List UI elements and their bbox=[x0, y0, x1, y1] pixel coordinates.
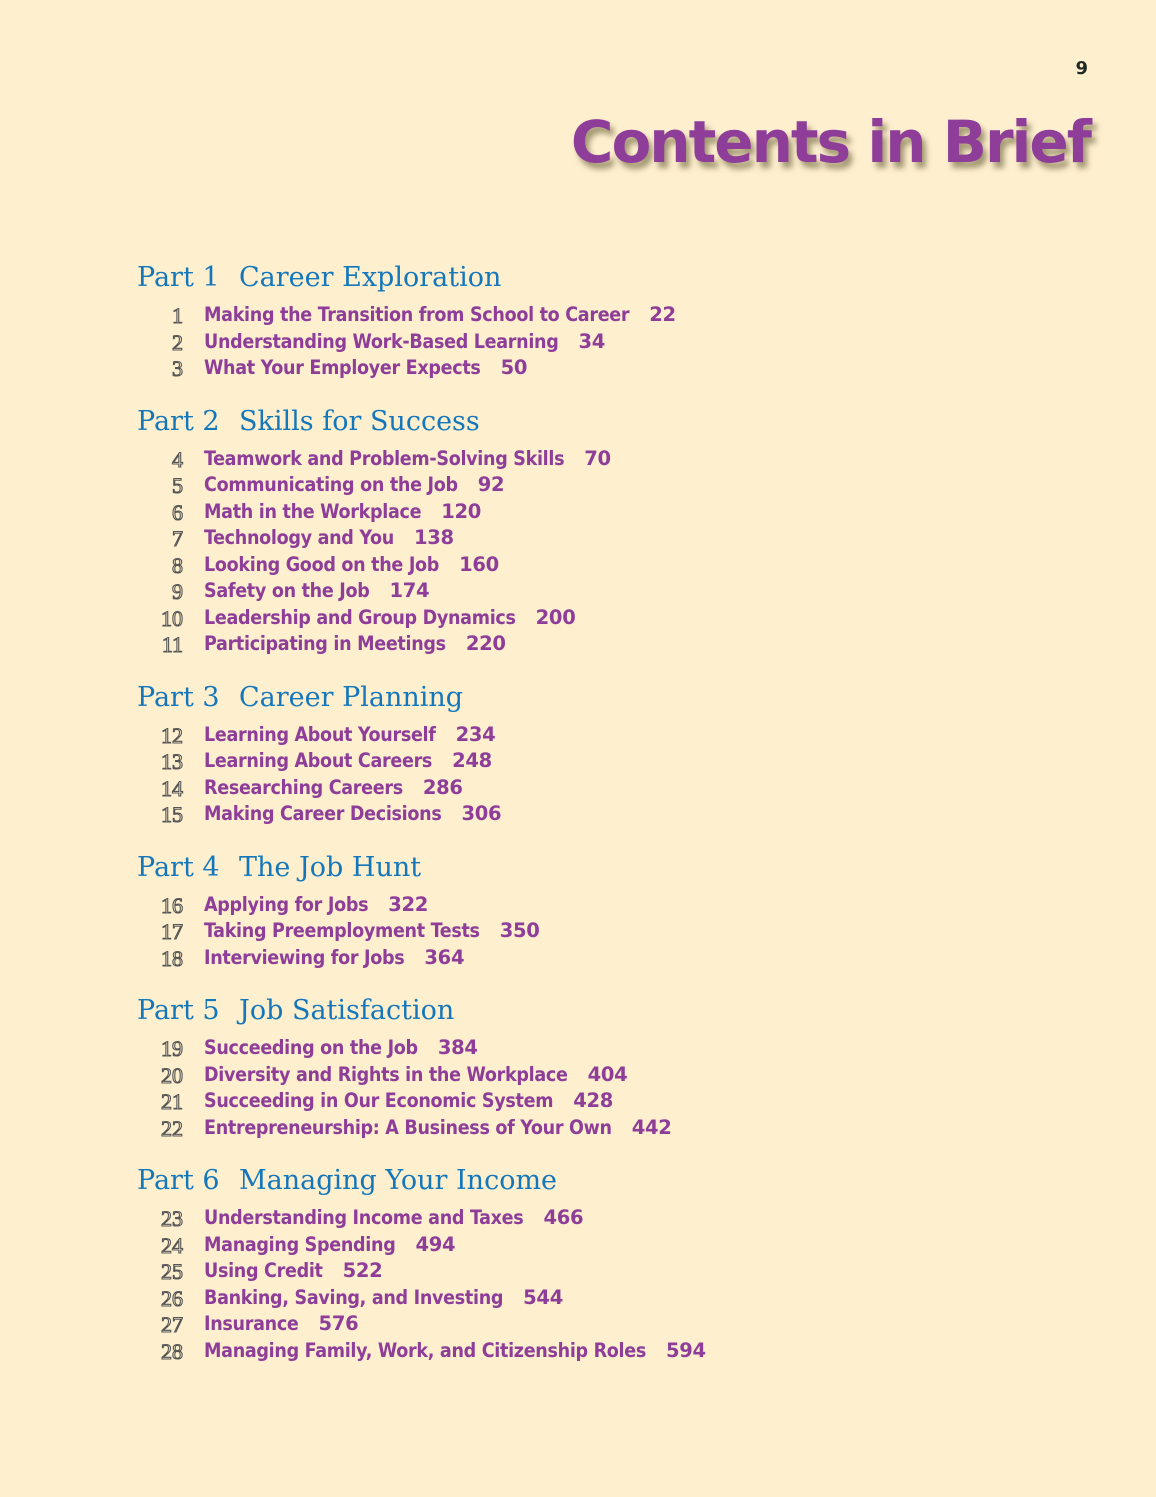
chapter-page: 494 bbox=[415, 1232, 456, 1256]
chapter-page: 594 bbox=[666, 1338, 706, 1362]
chapter-entry[interactable] bbox=[137, 1286, 706, 1313]
chapter-entry[interactable] bbox=[137, 330, 706, 357]
chapter-title: Using Credit bbox=[204, 1259, 323, 1282]
chapter-entry[interactable] bbox=[137, 500, 706, 527]
chapter-number: 14 bbox=[161, 775, 183, 801]
chapter-title: Managing Family, Work, and Citizenship Roles bbox=[204, 1338, 647, 1362]
toc-part bbox=[137, 682, 706, 829]
chapter-title: Insurance bbox=[204, 1312, 299, 1335]
chapter-page: 50 bbox=[500, 356, 528, 379]
chapter-number: 13 bbox=[161, 749, 183, 774]
chapter-entry[interactable] bbox=[137, 776, 706, 803]
chapter-entry[interactable] bbox=[137, 1339, 706, 1366]
chapter-title: Applying for Jobs bbox=[204, 892, 369, 916]
chapter-entry[interactable] bbox=[137, 303, 706, 330]
chapter-entry[interactable] bbox=[137, 1063, 706, 1090]
chapter-number: 28 bbox=[161, 1338, 183, 1364]
chapter-page: 248 bbox=[452, 749, 492, 772]
part-title: Career Planning bbox=[239, 681, 464, 713]
chapter-page: 22 bbox=[649, 303, 676, 326]
part-heading[interactable] bbox=[137, 995, 706, 1025]
chapter-page: 160 bbox=[459, 552, 499, 576]
chapter-page: 576 bbox=[318, 1312, 359, 1335]
chapter-page: 70 bbox=[584, 446, 611, 470]
chapter-title: Leadership and Group Dynamics bbox=[204, 605, 516, 629]
chapter-entry[interactable] bbox=[137, 1312, 706, 1339]
chapter-page: 92 bbox=[477, 473, 505, 496]
chapter-page: 220 bbox=[465, 632, 506, 655]
chapter-entry[interactable] bbox=[137, 1089, 706, 1116]
chapter-entry[interactable] bbox=[137, 473, 706, 500]
chapter-number: 23 bbox=[161, 1206, 183, 1231]
page-title: Contents in Brief bbox=[570, 108, 1090, 176]
chapter-title: Taking Preemployment Tests bbox=[204, 919, 480, 942]
chapter-entry[interactable] bbox=[137, 1233, 706, 1260]
chapter-entry[interactable] bbox=[137, 632, 706, 659]
chapter-entry[interactable] bbox=[137, 919, 706, 946]
chapter-number: 9 bbox=[172, 579, 183, 604]
chapter-title: Participating in Meetings bbox=[204, 632, 446, 655]
chapter-title: Making Career Decisions bbox=[204, 802, 442, 825]
chapter-entry[interactable] bbox=[137, 1116, 706, 1143]
part-label: Part 6 bbox=[137, 1165, 220, 1196]
chapter-page: 442 bbox=[631, 1115, 672, 1139]
chapter-page: 522 bbox=[342, 1259, 383, 1282]
chapter-title: Learning About Yourself bbox=[204, 722, 436, 746]
toc-part bbox=[137, 1165, 706, 1365]
chapter-title: Teamwork and Problem-Solving Skills bbox=[204, 446, 565, 470]
chapter-number: 8 bbox=[172, 552, 183, 578]
part-label: Part 2 bbox=[137, 405, 220, 437]
chapter-title: Safety on the Job bbox=[204, 579, 370, 602]
chapter-title: Succeeding in Our Economic System bbox=[204, 1089, 554, 1112]
chapter-page: 200 bbox=[535, 605, 576, 629]
chapter-page: 322 bbox=[388, 892, 429, 916]
chapter-number: 26 bbox=[161, 1285, 183, 1311]
part-heading[interactable] bbox=[137, 852, 706, 882]
chapter-title: What Your Employer Expects bbox=[204, 356, 481, 379]
chapter-title: Succeeding on the Job bbox=[204, 1036, 418, 1059]
chapter-entry[interactable] bbox=[137, 606, 706, 633]
part-label: Part 1 bbox=[137, 262, 220, 293]
toc-part bbox=[137, 406, 706, 659]
chapter-title: Interviewing for Jobs bbox=[204, 945, 405, 969]
chapter-number: 12 bbox=[161, 722, 183, 748]
chapter-entry[interactable] bbox=[137, 802, 706, 829]
chapter-number: 27 bbox=[161, 1312, 183, 1337]
part-heading[interactable] bbox=[137, 262, 706, 292]
chapter-number: 6 bbox=[172, 499, 183, 525]
chapter-page: 234 bbox=[455, 722, 496, 746]
part-title: Skills for Success bbox=[239, 405, 480, 437]
chapter-title: Learning About Careers bbox=[204, 749, 433, 772]
part-title: Managing Your Income bbox=[239, 1165, 558, 1196]
chapter-number: 4 bbox=[172, 446, 183, 472]
toc-part bbox=[137, 262, 706, 383]
table-of-contents bbox=[137, 262, 706, 1388]
chapter-page: 306 bbox=[461, 802, 502, 825]
chapter-number: 21 bbox=[161, 1089, 183, 1114]
chapter-page: 364 bbox=[424, 945, 465, 969]
chapter-title: Banking, Saving, and Investing bbox=[204, 1285, 504, 1309]
chapter-entry[interactable] bbox=[137, 893, 706, 920]
chapter-page: 120 bbox=[441, 499, 482, 523]
chapter-number: 16 bbox=[161, 892, 183, 918]
chapter-page: 350 bbox=[499, 919, 540, 942]
chapter-number: 18 bbox=[161, 945, 183, 971]
toc-part bbox=[137, 852, 706, 973]
part-heading[interactable] bbox=[137, 406, 706, 436]
chapter-page: 384 bbox=[437, 1036, 478, 1059]
chapter-entry[interactable] bbox=[137, 526, 706, 553]
chapter-number: 2 bbox=[172, 329, 183, 355]
chapter-entry[interactable] bbox=[137, 1036, 706, 1063]
chapter-title: Communicating on the Job bbox=[204, 473, 458, 496]
chapter-entry[interactable] bbox=[137, 946, 706, 973]
chapter-title: Entrepreneurship: A Business of Your Own bbox=[204, 1115, 612, 1139]
chapter-number: 5 bbox=[172, 473, 183, 498]
chapter-number: 7 bbox=[172, 526, 183, 551]
chapter-page: 544 bbox=[523, 1285, 563, 1309]
chapter-page: 404 bbox=[587, 1062, 628, 1086]
chapter-entry[interactable] bbox=[137, 1206, 706, 1233]
chapter-number: 22 bbox=[161, 1115, 183, 1141]
chapter-title: Technology and You bbox=[204, 526, 394, 549]
chapter-title: Understanding Work-Based Learning bbox=[204, 329, 559, 353]
chapter-entry[interactable] bbox=[137, 579, 706, 606]
chapter-number: 11 bbox=[161, 632, 183, 657]
chapter-title: Researching Careers bbox=[204, 775, 403, 799]
toc-part bbox=[137, 995, 706, 1142]
chapter-page: 138 bbox=[413, 526, 454, 549]
part-heading[interactable] bbox=[137, 1165, 706, 1195]
part-heading[interactable] bbox=[137, 682, 706, 712]
part-label: Part 5 bbox=[137, 995, 220, 1026]
part-label: Part 3 bbox=[137, 681, 220, 713]
page-number: 9 bbox=[1075, 58, 1088, 79]
chapter-page: 466 bbox=[543, 1206, 584, 1229]
chapter-entry[interactable] bbox=[137, 447, 706, 474]
chapter-number: 19 bbox=[161, 1036, 183, 1061]
chapter-title: Understanding Income and Taxes bbox=[204, 1206, 524, 1229]
chapter-entry[interactable] bbox=[137, 1259, 706, 1286]
part-title: Career Exploration bbox=[239, 262, 502, 293]
chapter-page: 428 bbox=[573, 1089, 613, 1112]
chapter-number: 15 bbox=[161, 802, 183, 827]
part-label: Part 4 bbox=[137, 851, 220, 883]
chapter-entry[interactable] bbox=[137, 749, 706, 776]
chapter-number: 20 bbox=[161, 1062, 183, 1088]
chapter-page: 34 bbox=[578, 329, 606, 353]
chapter-title: Looking Good on the Job bbox=[204, 552, 440, 576]
chapter-entry[interactable] bbox=[137, 356, 706, 383]
chapter-entry[interactable] bbox=[137, 553, 706, 580]
part-title: The Job Hunt bbox=[239, 851, 422, 883]
chapter-title: Math in the Workplace bbox=[204, 499, 422, 523]
chapter-page: 286 bbox=[422, 775, 463, 799]
chapter-page: 174 bbox=[389, 579, 430, 602]
chapter-number: 10 bbox=[161, 605, 183, 631]
chapter-title: Making the Transition from School to Career bbox=[204, 303, 630, 326]
chapter-number: 24 bbox=[161, 1232, 183, 1258]
chapter-title: Managing Spending bbox=[204, 1232, 396, 1256]
chapter-title: Diversity and Rights in the Workplace bbox=[204, 1062, 568, 1086]
chapter-entry[interactable] bbox=[137, 723, 706, 750]
chapter-number: 1 bbox=[172, 303, 183, 328]
part-title: Job Satisfaction bbox=[239, 995, 455, 1026]
chapter-number: 25 bbox=[161, 1259, 183, 1284]
chapter-number: 3 bbox=[172, 356, 183, 381]
chapter-number: 17 bbox=[161, 919, 183, 944]
